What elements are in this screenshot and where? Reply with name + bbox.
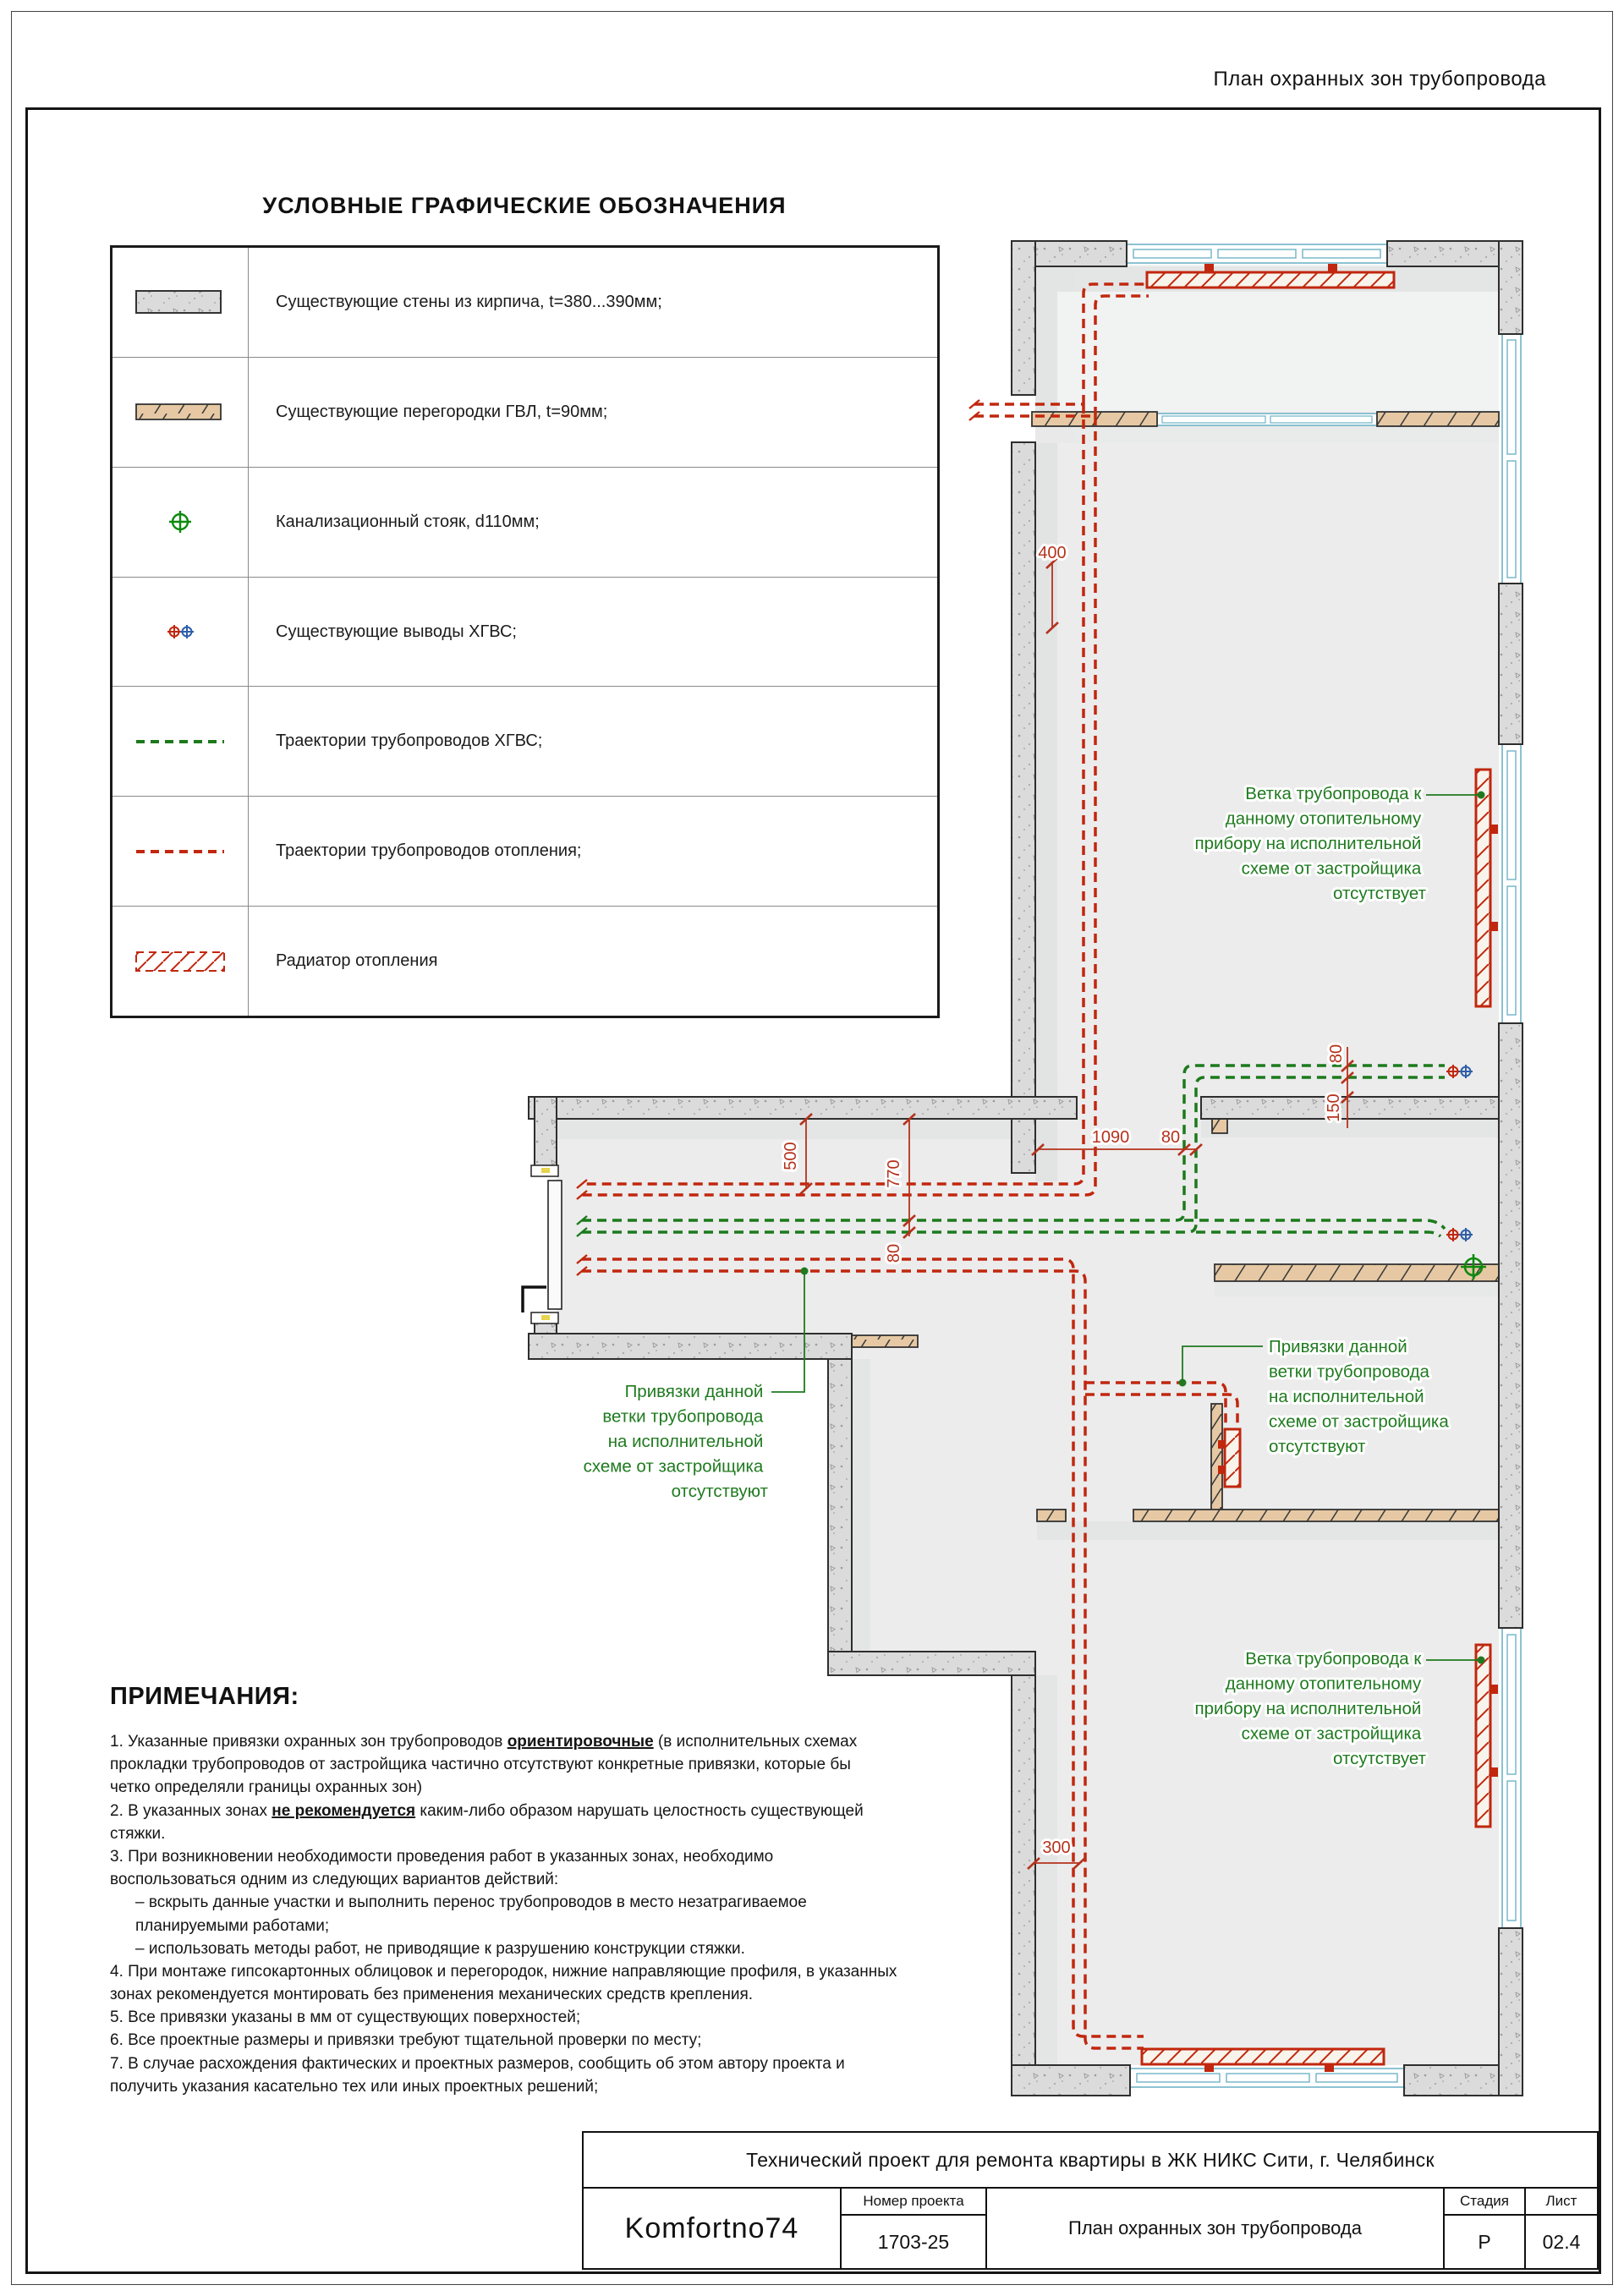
dim-1090: 1090 (1091, 1128, 1130, 1147)
dim-770: 770 (885, 1159, 903, 1188)
entry-door (523, 1165, 562, 1323)
dim-80-corridor: 80 (885, 1243, 903, 1263)
dim-500: 500 (782, 1142, 800, 1170)
sheet-name: План охранных зон трубопровода (987, 2189, 1445, 2268)
annotation-bottom-right: Ветка трубопровода к данному отопительному прибору на исполнительной схеме от застройщика отсутствует (1194, 1649, 1426, 1768)
window-right-3 (1502, 1628, 1521, 1928)
window-right-1 (1502, 334, 1521, 584)
wall-left-mid (1012, 442, 1035, 1097)
dim-300: 300 (1042, 1838, 1071, 1857)
wall-step-vertical (828, 1359, 852, 1652)
note-line: 5. Все привязки указаны в мм от существующих поверхностей; (110, 2008, 581, 2027)
sheet-number-cell (1526, 2189, 1597, 2268)
legend-label: Существующие стены из кирпича, t=380...390мм; (276, 292, 662, 311)
note-line: прокладки трубопроводов от застройщика частично отсутствуют конкретные привязки, которые бы (110, 1756, 851, 1774)
wall-interior-right (1201, 1097, 1499, 1119)
dim-400: 400 (1038, 544, 1067, 562)
note-line: получить указания касательно тех или иных проектных решений; (110, 2077, 599, 2096)
door-leaf (548, 1181, 562, 1309)
project-number-cell (842, 2189, 987, 2268)
note-line: 1. Указанные привязки охранных зон трубопроводов ориентировочные (в исполнительных схемах (110, 1733, 858, 1751)
note-line: четко определяли границы охранных зон) (110, 1778, 423, 1797)
dim-150: 150 (1325, 1093, 1343, 1122)
wall-entry-upper (535, 1097, 557, 1174)
stage-label: Стадия (1445, 2189, 1524, 2216)
note-line: 7. В случае расхождения фактических и проектных размеров, сообщить об этом автору проекта и (110, 2054, 845, 2073)
note-line: 3. При возникновении необходимости проведения работ в указанных зонах, необходимо (110, 1847, 774, 1866)
wall-right-4 (1499, 1928, 1522, 2096)
window-bottom (1130, 2069, 1404, 2087)
sheet-number-label: Лист (1526, 2189, 1597, 2216)
window-partition-glazing (1157, 414, 1377, 425)
wall-left-upper (1012, 241, 1035, 395)
sheet-number-value: 02.4 (1542, 2230, 1581, 2253)
wall-left-stub (1012, 1119, 1035, 1173)
dim-80-branch: 80 (1160, 1128, 1181, 1147)
sheet-title: План охранных зон трубопровода (1213, 68, 1546, 90)
title-block (582, 2131, 1599, 2270)
notes-title: ПРИМЕЧАНИЯ: (110, 1683, 299, 1710)
note-line: планируемыми работами; (135, 1916, 330, 1935)
stage-cell (1445, 2189, 1526, 2268)
window-top (1127, 244, 1387, 263)
note-line: – вскрыть данные участки и выполнить перенос трубопроводов в место незатрагиваемое (135, 1893, 807, 1912)
wall-right-1 (1499, 241, 1522, 334)
wall-right-3 (1499, 1023, 1522, 1628)
company-name: Komfortno74 (584, 2189, 842, 2268)
wall-right-2 (1499, 584, 1522, 744)
note-line: 4. При монтаже гипсокартонных облицовок и перегородок, нижние направляющие профиля, в указанных (110, 1962, 897, 1981)
note-line: 2. В указанных зонах не рекомендуется каким-либо образом нарушать целостность существующей (110, 1801, 864, 1820)
project-title: Технический проект для ремонта квартиры в ЖК НИКС Сити, г. Челябинск (584, 2133, 1597, 2189)
legend-title: УСЛОВНЫЕ ГРАФИЧЕСКИЕ ОБОЗНАЧЕНИЯ (262, 193, 787, 218)
annotation-left: Привязки данной ветки трубопровода на исполнительной схеме от застройщика отсутствуют (583, 1382, 768, 1501)
wall-corridor-bottom (529, 1334, 852, 1359)
project-number-value: 1703-25 (877, 2230, 950, 2253)
legend-label: Существующие перегородки ГВЛ, t=90мм; (276, 402, 608, 421)
legend-label: Траектории трубопроводов ХГВС; (276, 732, 543, 751)
wall-corridor-top (529, 1097, 1077, 1119)
note-line: стяжки. (110, 1824, 166, 1843)
legend-label: Существующие выводы ХГВС; (276, 622, 517, 641)
annotation-top-right: Ветка трубопровода к данному отопительному прибору на исполнительной схеме от застройщика отсутствует (1194, 784, 1426, 903)
legend-label: Траектории трубопроводов отопления; (276, 841, 582, 861)
project-number-label: Номер проекта (842, 2189, 985, 2216)
note-line: – использовать методы работ, не приводящие к разрушению конструкции стяжки. (135, 1939, 745, 1958)
door-swing-mark (523, 1287, 546, 1312)
annotation-mid-right: Привязки данной ветки трубопровода на исполнительной схеме от застройщика отсутствуют (1269, 1337, 1449, 1456)
wall-bottom-left (1012, 2065, 1130, 2096)
stage-value: Р (1478, 2230, 1491, 2253)
note-line: 6. Все проектные размеры и привязки требуют тщательной проверки по месту; (110, 2031, 702, 2050)
window-right-2 (1502, 744, 1521, 1023)
legend-label: Канализационный стояк, d110мм; (276, 512, 540, 531)
note-line: воспользоваться одним из следующих вариантов действий: (110, 1871, 559, 1889)
dim-80-right: 80 (1327, 1044, 1346, 1064)
legend-label: Радиатор отопления (276, 951, 438, 971)
note-line: зонах рекомендуется монтировать без применения механических средств крепления. (110, 1986, 754, 2004)
wall-step-horizontal (828, 1652, 1035, 1675)
wall-left-lower (1012, 1675, 1035, 2089)
